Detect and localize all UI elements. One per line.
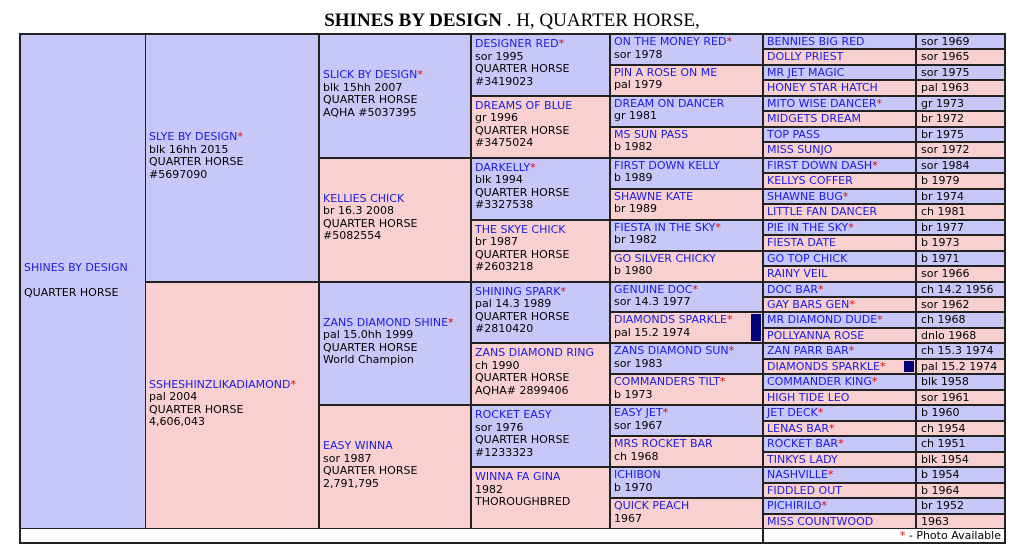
horse-name-link[interactable]: SSHESHINZLIKADIAMOND: [149, 377, 291, 391]
photo-available-marker: *: [838, 437, 844, 451]
gen6-horse-cell: [764, 112, 915, 125]
gen6-horse-details: ch 1951: [917, 437, 1004, 450]
horse-name-link[interactable]: SLICK BY DESIGN: [323, 68, 418, 81]
gen6-horse-cell: [764, 360, 915, 373]
photo-available-marker: *: [692, 282, 698, 296]
photo-available-marker: *: [871, 375, 878, 389]
horse-name-link[interactable]: FIRST DOWN DASH: [767, 158, 873, 172]
horse-info-line: QUARTER HORSE: [149, 402, 244, 416]
gen6-horse-details: sor 1965: [917, 50, 1004, 63]
gen4-horse-cell: [472, 283, 609, 343]
gen5-horse-cell: [611, 66, 762, 95]
gen6-horse-cell: [764, 35, 915, 48]
gen6-horse-details: pal 15.2 1974: [917, 360, 1004, 373]
gen6-horse-cell: [764, 128, 915, 141]
photo-available-marker: *: [662, 406, 669, 420]
horse-name-link[interactable]: GENUINE DOC: [614, 282, 693, 296]
photo-available-marker: *: [848, 220, 854, 234]
gen5-horse-cell: [611, 499, 762, 528]
horse-name-link[interactable]: GO SILVER CHICKY: [614, 251, 716, 265]
horse-name-link[interactable]: TINKYS LADY: [767, 452, 838, 466]
horse-info-line: AQHA #5037395: [323, 105, 417, 119]
gen5-horse-cell: [611, 35, 762, 64]
gen6-horse-cell: [764, 406, 915, 419]
gen6-horse-details: pal 1963: [917, 81, 1004, 94]
gen6-horse-cell: [764, 190, 915, 203]
gen6-horse-details: br 1972: [917, 112, 1004, 125]
photo-legend: [764, 529, 1004, 542]
horse-info-line: sor 1976: [475, 420, 524, 434]
gen6-horse-cell: [764, 283, 915, 296]
gen6-horse-details: sor 1962: [917, 298, 1004, 311]
gen6-horse-cell: [764, 298, 915, 311]
gen6-horse-cell: [764, 221, 915, 234]
horse-name-link[interactable]: FIESTA DATE: [767, 236, 837, 250]
gen6-horse-cell: [764, 375, 915, 388]
photo-available-marker: *: [290, 377, 296, 391]
horse-name-link[interactable]: PIN A ROSE ON ME: [614, 65, 718, 79]
gen6-horse-cell: [764, 313, 915, 326]
horse-name-link[interactable]: WINNA FA GINA: [475, 470, 561, 484]
horse-name-link[interactable]: FIDDLED OUT: [767, 483, 842, 497]
photo-available-marker: *: [876, 96, 882, 110]
horse-name-link[interactable]: MS SUN PASS: [614, 127, 689, 141]
horse-name-link[interactable]: LITTLE FAN DANCER: [767, 205, 878, 219]
horse-info-line: sor 1978: [614, 47, 663, 61]
gen6-horse-cell: [764, 252, 915, 265]
horse-info-line: QUARTER HORSE: [323, 216, 418, 230]
photo-available-marker: *: [899, 529, 906, 542]
horse-info-line: ch 1968: [614, 449, 659, 463]
gen5-horse-cell: [611, 221, 762, 250]
horse-name-link[interactable]: SHINES BY DESIGN: [24, 261, 128, 274]
photo-legend-text: - Photo Available: [908, 529, 1001, 542]
horse-info-line: pal 14.3 1989: [475, 297, 552, 310]
horse-name-link[interactable]: DESIGNER RED: [475, 37, 559, 50]
gen6-horse-details: dnlo 1968: [917, 329, 1004, 342]
gen3-horse-cell: [320, 35, 470, 157]
page-title: [0, 10, 1024, 32]
gen6-horse-cell: [764, 422, 915, 435]
color-swatch: [751, 314, 761, 341]
gen2-horse-cell: [146, 35, 318, 281]
gen6-horse-details: b 1964: [917, 484, 1004, 497]
photo-available-marker: *: [879, 359, 886, 373]
horse-info-line: b 1970: [614, 480, 653, 494]
gen5-horse-cell: [611, 375, 762, 404]
horse-name-link[interactable]: ZANS DIAMOND RING: [475, 346, 594, 360]
horse-name-link[interactable]: SLYE BY DESIGN: [149, 130, 238, 143]
horse-info-line: QUARTER HORSE: [323, 340, 418, 354]
horse-info-line: QUARTER HORSE: [24, 286, 119, 299]
horse-info-line: 1967: [614, 511, 642, 525]
horse-name-link[interactable]: DOLLY PRIEST: [767, 50, 844, 64]
gen6-horse-cell: [764, 159, 915, 172]
gen6-horse-cell: [764, 453, 915, 466]
horse-name-link[interactable]: DIAMONDS SPARKLE: [614, 313, 727, 327]
gen4-horse-cell: [472, 344, 609, 404]
gen6-horse-details: b 1979: [917, 174, 1004, 187]
horse-info-line: sor 1995: [475, 49, 524, 63]
horse-info-line: QUARTER HORSE: [475, 62, 570, 75]
gen6-horse-details: sor 1969: [917, 35, 1004, 48]
horse-info-line: QUARTER HORSE: [149, 155, 244, 168]
horse-info-line: blk 16hh 2015: [149, 142, 229, 156]
horse-info-line: 4,606,043: [149, 415, 205, 428]
horse-name-link[interactable]: MISS COUNTWOOD: [767, 514, 874, 528]
photo-available-marker: *: [237, 130, 243, 143]
photo-available-marker: *: [728, 344, 735, 358]
gen6-horse-cell: [764, 66, 915, 79]
horse-info-line: World Champion: [323, 353, 414, 366]
horse-name-link[interactable]: ZANS DIAMOND SUN: [614, 344, 729, 358]
horse-name-title: SHINES BY DESIGN: [324, 10, 502, 31]
gen5-horse-cell: [611, 437, 762, 466]
photo-available-marker: *: [715, 220, 721, 234]
gen6-horse-details: b 1954: [917, 468, 1004, 481]
horse-info-line: pal 1979: [614, 78, 663, 92]
photo-available-marker: *: [417, 68, 423, 81]
horse-info-line: ch 1990: [475, 358, 520, 372]
horse-name-link[interactable]: GO TOP CHICK: [767, 251, 848, 265]
gen5-horse-cell: [611, 344, 762, 373]
gen5-horse-cell: [611, 313, 762, 342]
photo-available-marker: *: [872, 158, 878, 172]
photo-available-marker: *: [848, 344, 855, 358]
horse-name-link[interactable]: EASY WINNA: [323, 439, 393, 453]
gen3-horse-cell: [320, 283, 470, 405]
horse-info-line: #5082554: [323, 229, 382, 243]
gen5-horse-cell: [611, 283, 762, 312]
horse-name-link[interactable]: MR DIAMOND DUDE: [767, 313, 878, 327]
horse-info-line: QUARTER HORSE: [475, 123, 570, 137]
gen6-horse-cell: [764, 484, 915, 497]
horse-info-line: #3419023: [475, 74, 534, 88]
horse-name-link[interactable]: COMMANDERS TILT: [614, 375, 720, 389]
horse-name-link[interactable]: MISS SUNJO: [767, 143, 833, 157]
horse-name-link[interactable]: MIDGETS DREAM: [767, 112, 861, 126]
horse-name-link[interactable]: SHAWNE BUG: [767, 189, 843, 203]
horse-name-link[interactable]: MITO WISE DANCER: [767, 96, 877, 110]
horse-info-line: blk 1994: [475, 173, 523, 187]
horse-info-line: 2,791,795: [323, 476, 379, 490]
gen6-horse-cell: [764, 97, 915, 110]
footer-empty-cell: [21, 529, 762, 542]
horse-name-link[interactable]: POLLYANNA ROSE: [767, 328, 865, 342]
horse-info-line: #5697090: [149, 167, 208, 181]
horse-name-link[interactable]: FIRST DOWN KELLY: [614, 158, 720, 172]
gen6-horse-details: sor 1966: [917, 267, 1004, 280]
gen6-horse-cell: [764, 143, 915, 156]
gen6-horse-details: ch 1981: [917, 205, 1004, 218]
horse-info-line: b 1982: [614, 140, 653, 154]
horse-info-line: pal 2004: [149, 390, 198, 403]
gen5-horse-cell: [611, 97, 762, 126]
gen6-horse-cell: [764, 50, 915, 63]
horse-name-link[interactable]: FIESTA IN THE SKY: [614, 220, 716, 234]
photo-available-marker: *: [821, 499, 827, 513]
horse-info-line: QUARTER HORSE: [475, 185, 570, 199]
gen6-horse-details: b 1971: [917, 252, 1004, 265]
gen4-horse-cell: [472, 97, 609, 157]
photo-available-marker: *: [817, 406, 824, 420]
horse-info-line: #1233323: [475, 445, 534, 459]
photo-available-marker: *: [726, 35, 732, 48]
horse-info-line: QUARTER HORSE: [323, 464, 418, 478]
horse-name-link[interactable]: GAY BARS GEN: [767, 297, 850, 311]
gen4-horse-cell: [472, 35, 609, 95]
gen6-horse-cell: [764, 499, 915, 512]
horse-name-link[interactable]: EASY JET: [614, 406, 663, 420]
gen5-horse-cell: [611, 128, 762, 157]
photo-available-marker: *: [448, 315, 454, 329]
horse-info-line: #3327538: [475, 198, 534, 212]
horse-info-line: #2603218: [475, 260, 534, 274]
gen6-horse-cell: [764, 236, 915, 249]
gen6-horse-cell: [764, 81, 915, 94]
horse-info-line: QUARTER HORSE: [475, 309, 570, 323]
gen6-horse-cell: [764, 344, 915, 357]
horse-name-link[interactable]: NASHVILLE: [767, 468, 828, 482]
horse-name-link[interactable]: BENNIES BIG RED: [767, 35, 865, 48]
horse-name-link[interactable]: THE SKYE CHICK: [475, 222, 566, 236]
horse-info-line: AQHA# 2899406: [475, 383, 569, 397]
gen6-horse-details: blk 1954: [917, 453, 1004, 466]
horse-info-line: QUARTER HORSE: [475, 433, 570, 447]
horse-name-link[interactable]: LENAS BAR: [767, 421, 830, 435]
photo-available-marker: *: [560, 284, 567, 298]
horse-name-link[interactable]: ROCKET BAR: [767, 437, 839, 451]
horse-name-link[interactable]: MRS ROCKET BAR: [614, 437, 713, 451]
gen6-horse-cell: [764, 468, 915, 481]
gen6-horse-cell: [764, 515, 915, 528]
title-suffix: . H, QUARTER HORSE,: [501, 10, 700, 31]
gen6-horse-details: ch 1954: [917, 422, 1004, 435]
horse-name-link[interactable]: TOP PASS: [767, 127, 820, 141]
horse-name-link[interactable]: QUICK PEACH: [614, 499, 690, 513]
gen3-horse-cell: [320, 406, 470, 528]
photo-available-marker: *: [558, 37, 565, 50]
gen6-horse-cell: [764, 437, 915, 450]
horse-info-line: THOROUGHBRED: [475, 495, 571, 509]
horse-name-link[interactable]: DREAM ON DANCER: [614, 96, 725, 110]
horse-info-line: QUARTER HORSE: [475, 371, 570, 385]
horse-name-link[interactable]: HONEY STAR HATCH: [767, 81, 878, 95]
horse-info-line: sor 1983: [614, 356, 663, 370]
photo-available-marker: *: [842, 189, 849, 203]
horse-info-line: gr 1996: [475, 111, 518, 125]
gen6-horse-details: sor 1975: [917, 66, 1004, 79]
photo-available-marker: *: [829, 421, 835, 435]
horse-name-link[interactable]: MR JET MAGIC: [767, 65, 845, 79]
gen6-horse-cell: [764, 267, 915, 280]
horse-name-link[interactable]: ON THE MONEY RED: [614, 35, 727, 48]
gen6-horse-details: sor 1972: [917, 143, 1004, 156]
gen5-horse-cell: [611, 406, 762, 435]
gen6-horse-details: 1963: [917, 515, 1004, 528]
photo-available-marker: *: [530, 160, 536, 174]
photo-available-marker: *: [726, 313, 733, 327]
horse-name-link[interactable]: PIE IN THE SKY: [767, 220, 849, 234]
gen3-horse-cell: [320, 159, 470, 281]
photo-available-marker: *: [877, 313, 883, 327]
horse-name-link[interactable]: ZANS DIAMOND SHINE: [323, 315, 449, 329]
gen6-horse-cell: [764, 329, 915, 342]
horse-name-link[interactable]: PICHIRILO: [767, 499, 822, 513]
horse-name-link[interactable]: DARKELLY: [475, 160, 531, 174]
gen4-horse-cell: [472, 406, 609, 466]
gen6-horse-cell: [764, 391, 915, 404]
horse-info-line: br 1987: [475, 235, 518, 249]
horse-name-link[interactable]: ROCKET EASY: [475, 408, 552, 422]
horse-name-link[interactable]: JET DECK: [767, 406, 818, 420]
horse-name-link[interactable]: SHINING SPARK: [475, 284, 561, 298]
horse-name-link[interactable]: ICHIBON: [614, 468, 661, 482]
gen6-horse-details: ch 15.3 1974: [917, 344, 1004, 357]
horse-info-line: b 1973: [614, 387, 653, 401]
horse-info-line: br 1982: [614, 233, 657, 247]
horse-name-link[interactable]: COMMANDER KING: [767, 375, 872, 389]
photo-available-marker: *: [818, 282, 824, 296]
gen6-horse-cell: [764, 174, 915, 187]
gen6-horse-details: br 1974: [917, 190, 1004, 203]
horse-name-link[interactable]: DREAMS OF BLUE: [475, 98, 573, 112]
horse-name-link[interactable]: DIAMONDS SPARKLE: [767, 359, 880, 373]
horse-name-link[interactable]: ZAN PARR BAR: [767, 344, 849, 358]
gen6-horse-cell: [764, 205, 915, 218]
color-swatch: [904, 361, 914, 372]
horse-name-link[interactable]: KELLIES CHICK: [323, 191, 405, 205]
horse-info-line: b 1989: [614, 171, 653, 185]
horse-name-link[interactable]: SHAWNE KATE: [614, 189, 694, 203]
gen5-horse-cell: [611, 159, 762, 188]
photo-available-marker: *: [719, 375, 726, 389]
gen6-horse-details: br 1975: [917, 128, 1004, 141]
gen6-horse-details: b 1973: [917, 236, 1004, 249]
horse-info-line: QUARTER HORSE: [475, 247, 570, 261]
horse-info-line: 1982: [475, 482, 503, 496]
gen6-horse-details: ch 14.2 1956: [917, 283, 1004, 296]
gen2-horse-cell: [146, 283, 318, 529]
horse-info-line: sor 1967: [614, 418, 663, 432]
gen6-horse-details: ch 1968: [917, 313, 1004, 326]
horse-info-line: blk 15hh 2007: [323, 80, 403, 94]
horse-info-line: sor 1987: [323, 451, 372, 465]
horse-info-line: sor 14.3 1977: [614, 295, 691, 308]
gen1-horse-cell: [21, 35, 145, 528]
gen5-horse-cell: [611, 468, 762, 497]
horse-info-line: br 1989: [614, 202, 657, 216]
gen6-horse-details: blk 1958: [917, 375, 1004, 388]
gen6-horse-details: br 1952: [917, 499, 1004, 512]
gen6-horse-details: br 1977: [917, 221, 1004, 234]
horse-info-line: #2810420: [475, 322, 534, 335]
horse-info-line: gr 1981: [614, 109, 657, 123]
horse-info-line: #3475024: [475, 136, 534, 150]
gen5-horse-cell: [611, 190, 762, 219]
gen6-horse-details: gr 1973: [917, 97, 1004, 110]
horse-info-line: pal 15.2 1974: [614, 325, 691, 339]
horse-name-link[interactable]: RAINY VEIL: [767, 267, 828, 281]
gen4-horse-cell: [472, 159, 609, 219]
horse-info-line: pal 15.0hh 1999: [323, 328, 414, 341]
pedigree-chart: [19, 33, 1006, 544]
gen6-horse-details: sor 1984: [917, 159, 1004, 172]
photo-available-marker: *: [827, 468, 834, 482]
gen4-horse-cell: [472, 221, 609, 281]
horse-info-line: b 1980: [614, 264, 653, 278]
horse-info-line: QUARTER HORSE: [323, 93, 418, 106]
horse-info-line: br 16.3 2008: [323, 204, 394, 218]
gen6-horse-details: sor 1961: [917, 391, 1004, 404]
gen4-horse-cell: [472, 468, 609, 528]
gen5-horse-cell: [611, 252, 762, 281]
gen6-horse-details: b 1960: [917, 406, 1004, 419]
horse-name-link[interactable]: KELLYS COFFER: [767, 174, 853, 188]
horse-name-link[interactable]: HIGH TIDE LEO: [767, 390, 850, 404]
photo-available-marker: *: [849, 297, 855, 311]
horse-name-link[interactable]: DOC BAR: [767, 282, 819, 296]
